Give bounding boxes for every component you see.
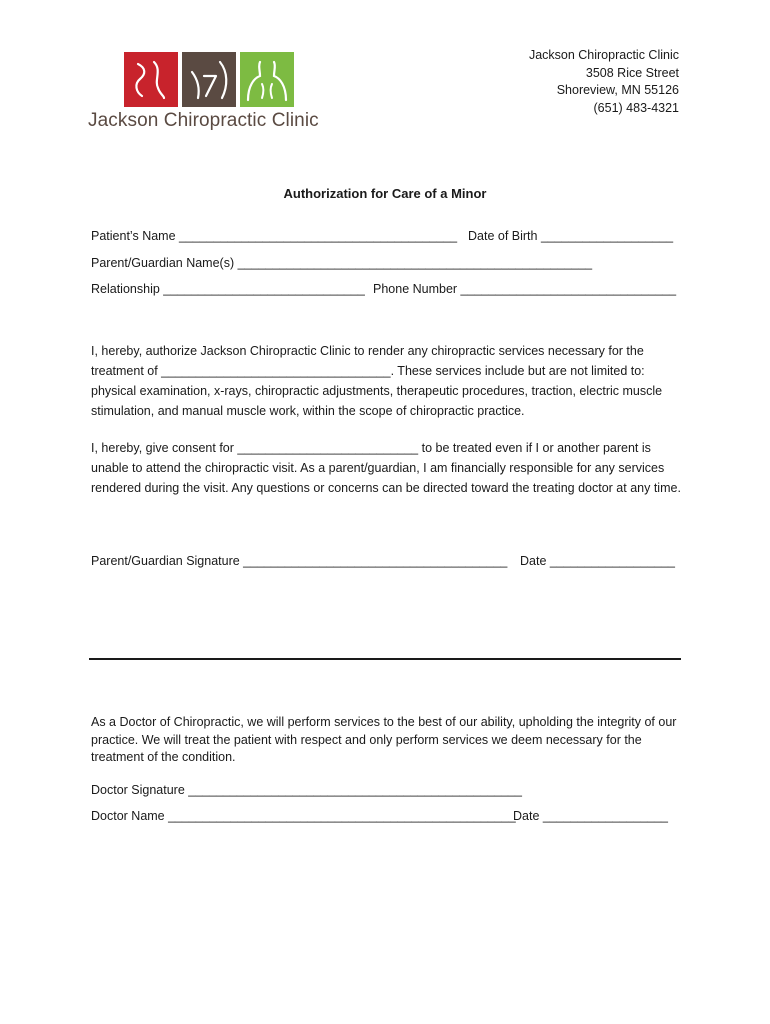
back-torso-icon <box>240 52 294 107</box>
clinic-logo <box>88 52 338 132</box>
date-of-birth-field[interactable]: Date of Birth ___________________ <box>468 229 674 243</box>
guardian-date-field[interactable]: Date __________________ <box>520 554 676 568</box>
consent-paragraph: I, hereby, give consent for __________________________ to be treated even if I or another parent is unable to attend the chiropractic visit. As a parent/guardian, I am financially responsible for any services rendered during the visit. Any questions or concerns can be directed toward the treating doctor at any time. <box>91 441 681 495</box>
doctor-signature-field[interactable]: Doctor Signature ________________________________________________ <box>91 783 522 797</box>
clinic-street: 3508 Rice Street <box>585 65 679 80</box>
section-divider <box>89 658 681 660</box>
doctor-paragraph: As a Doctor of Chiropractic, we will perform services to the best of our ability, upholding the integrity of our practice. We will treat the patient with respect and only perform services we deem necessary for the treatment of the condition. <box>91 715 677 764</box>
guardian-signature-field[interactable]: Parent/Guardian Signature ______________________________________ <box>91 554 508 568</box>
patient-name-field[interactable]: Patient’s Name ________________________________________ <box>91 229 458 243</box>
form-title: Authorization for Care of a Minor <box>283 186 487 201</box>
posture-icon <box>182 52 236 107</box>
authorization-paragraph: I, hereby, authorize Jackson Chiropractic Clinic to render any chiropractic services necessary for the treatment of _________________________________. These services include but are not limited to: physical examination, x-rays, chiropractic adjustments, therapeutic procedures, traction, electric muscle stimulation, and manual muscle work, within the scope of chiropractic practice. <box>91 344 663 418</box>
clinic-city-state-zip: Shoreview, MN 55126 <box>556 83 679 97</box>
clinic-name: Jackson Chiropractic Clinic <box>528 48 679 62</box>
logo-tiles <box>124 52 296 108</box>
guardian-names-field[interactable]: Parent/Guardian Name(s) ___________________________________________________ <box>91 256 593 270</box>
doctor-date-field[interactable]: Date __________________ <box>513 809 669 823</box>
spine-curve-icon <box>124 52 178 107</box>
logo-wordmark: Jackson Chiropractic Clinic <box>88 110 319 131</box>
clinic-address <box>529 47 679 117</box>
doctor-name-field[interactable]: Doctor Name __________________________________________________ <box>91 809 516 823</box>
phone-number-field[interactable]: Phone Number _______________________________ <box>373 282 677 296</box>
clinic-phone: (651) 483-4321 <box>593 100 679 115</box>
relationship-field[interactable]: Relationship _____________________________ <box>91 282 365 296</box>
